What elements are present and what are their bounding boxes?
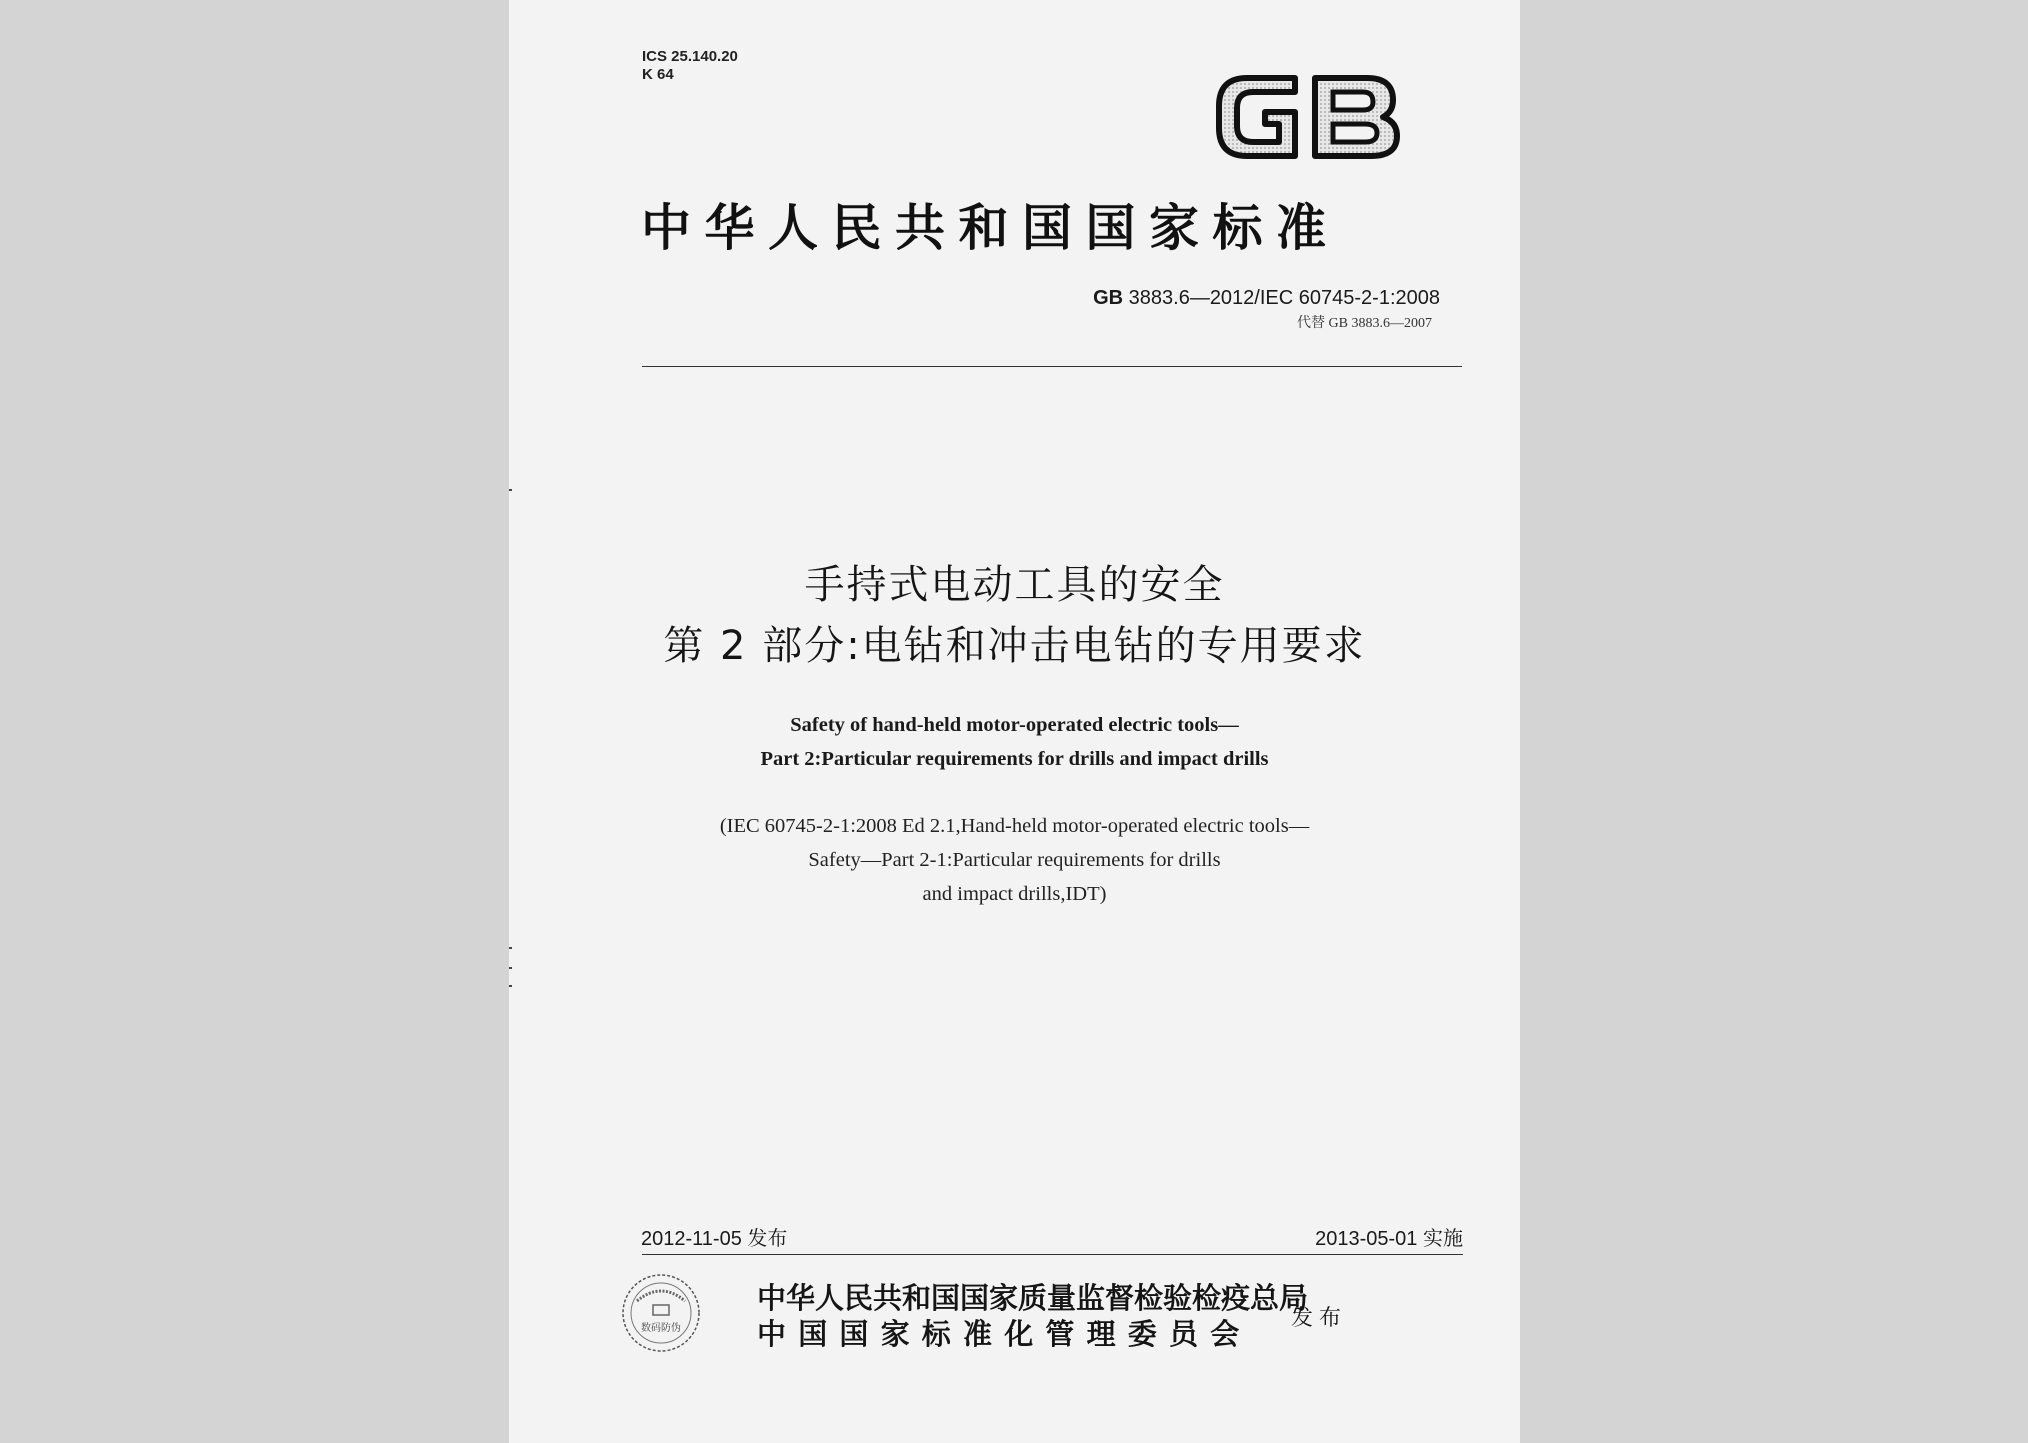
- issue-date: 2012-11-05 发布: [641, 1228, 788, 1250]
- en-title-line2: Part 2:Particular requirements for drills and impact drills: [760, 748, 1269, 770]
- scan-mark: [509, 967, 512, 969]
- effective-date: 2013-05-01 实施: [1315, 1228, 1463, 1250]
- scan-mark: [509, 489, 512, 491]
- issuing-authorities: [757, 1280, 1308, 1352]
- standard-number: [1093, 287, 1440, 310]
- standard-code: 3883.6—2012/IEC 60745-2-1:2008: [1128, 287, 1440, 309]
- scan-mark: [509, 947, 512, 949]
- replaces-standard: 代替 GB 3883.6—2007: [1297, 316, 1432, 331]
- footer-divider: [642, 1254, 1463, 1255]
- anti-counterfeit-seal-icon: [619, 1271, 703, 1355]
- document-page: [509, 0, 1520, 1443]
- en-title-line1: Safety of hand-held motor-operated electric tools—: [790, 714, 1239, 736]
- gb-logo-icon: [1207, 62, 1407, 172]
- national-standard-title: 中华人民共和国国家标准: [641, 199, 1340, 257]
- ics-code: ICS 25.140.20: [642, 48, 738, 65]
- ccs-code: K 64: [642, 66, 674, 83]
- scan-mark: [509, 985, 512, 987]
- issuer-sac: 中国国家标准化管理委员会: [757, 1317, 1252, 1351]
- iec-reference-line3: and impact drills,IDT): [922, 883, 1107, 905]
- issuer-aqsiq: 中华人民共和国国家质量监督检验检疫总局: [757, 1281, 1309, 1315]
- iec-reference-line1: (IEC 60745-2-1:2008 Ed 2.1,Hand-held motor-operated electric tools—: [719, 815, 1310, 837]
- seal-text: 数码防伪: [641, 1323, 681, 1334]
- standard-prefix: GB: [1093, 287, 1124, 309]
- header-divider: [642, 366, 1462, 367]
- iec-reference-line2: Safety—Part 2-1:Particular requirements for drills: [808, 849, 1221, 871]
- publish-label: 发布: [1291, 1306, 1348, 1331]
- classification-codes: [642, 48, 738, 84]
- cn-title-line2: 第 2 部分:电钻和冲击电钻的专用要求: [663, 623, 1366, 669]
- cn-title-line1: 手持式电动工具的安全: [804, 562, 1225, 608]
